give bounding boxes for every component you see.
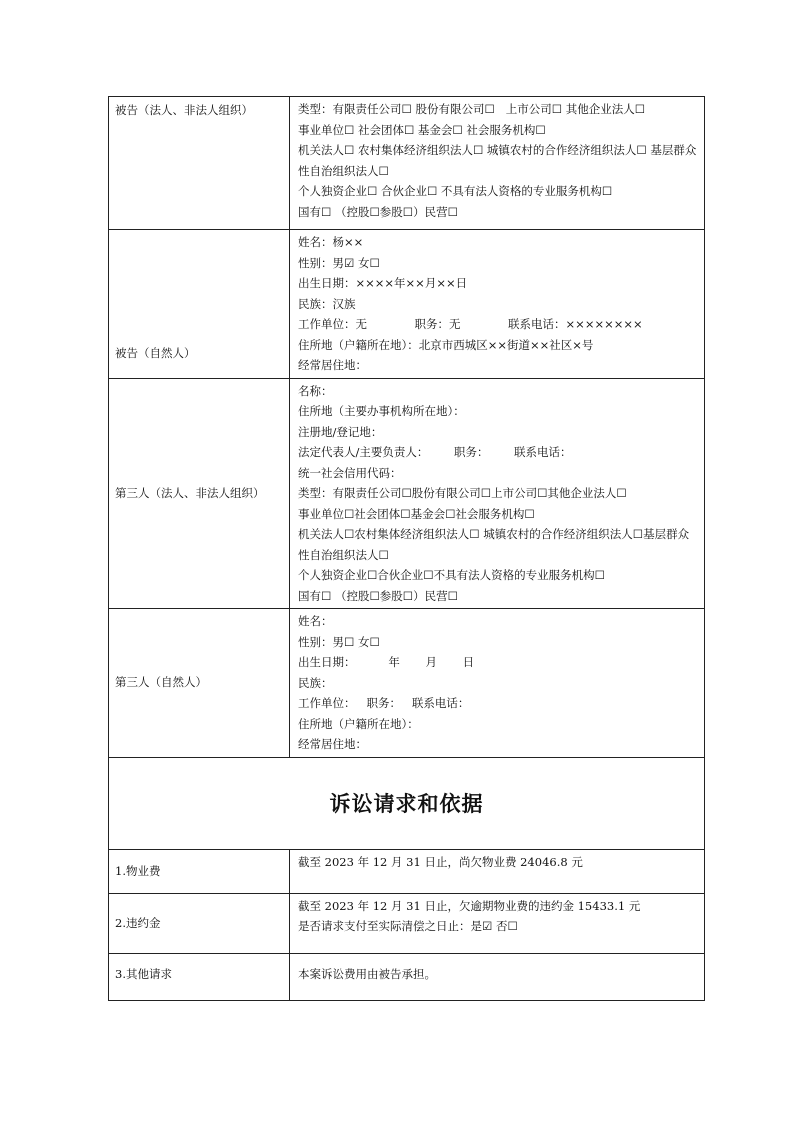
content-line: 类型：有限责任公司☐ 股份有限公司☐ 上市公司☐ 其他企业法人☐ bbox=[298, 102, 646, 116]
content-line: 性别：男☑ 女☐ bbox=[298, 255, 380, 270]
claim-other-row bbox=[109, 953, 705, 1000]
claim-property-fee-row bbox=[109, 849, 705, 893]
row-content bbox=[290, 230, 705, 379]
content-line: 本案诉讼费用由被告承担。 bbox=[298, 966, 436, 981]
content-line: 姓名：杨×× bbox=[298, 235, 364, 249]
content-line: 个人独资企业☐ 合伙企业☐ 不具有法人资格的专业服务机构☐ bbox=[298, 184, 613, 198]
content-line: 民族： bbox=[298, 675, 333, 690]
third-party-natural-person-row bbox=[109, 609, 705, 758]
claim-label: 2.违约金 bbox=[109, 893, 290, 953]
content-line: 国有☐ （控股☐参股☐）民营☐ bbox=[298, 588, 458, 603]
content-line: 截至 2023 年 12 月 31 日止，欠逾期物业费的违约金 15433.1 元 bbox=[298, 898, 641, 913]
content-line: 住所地（户籍所在地）： bbox=[298, 716, 419, 731]
claim-label: 1.物业费 bbox=[109, 849, 290, 893]
claim-penalty-row bbox=[109, 893, 705, 953]
row-content bbox=[290, 378, 705, 609]
content-line: 统一社会信用代码： bbox=[298, 465, 402, 480]
content-line: 截至 2023 年 12 月 31 日止，尚欠物业费 24046.8 元 bbox=[298, 854, 583, 869]
content-line: 工作单位：无 职务：无 联系电话：×××××××× bbox=[298, 317, 643, 331]
content-line: 注册地/登记地： bbox=[298, 424, 383, 439]
content-line: 出生日期：××××年××月××日 bbox=[298, 276, 468, 290]
content-line: 住所地（户籍所在地）：北京市西城区××街道××社区×号 bbox=[298, 337, 594, 352]
content-line: 国有☐ （控股☐参股☐）民营☐ bbox=[298, 204, 458, 219]
content-line: 出生日期： 年 月 日 bbox=[298, 655, 475, 669]
content-line: 机关法人☐ 农村集体经济组织法人☐ 城镇农村的合作经济组织法人☐ 基层群众性自治组织法人☐ bbox=[298, 143, 697, 178]
claim-content bbox=[290, 953, 705, 1000]
content-line: 住所地（主要办事机构所在地）： bbox=[298, 404, 465, 418]
content-line: 经常居住地： bbox=[298, 358, 367, 372]
content-line: 事业单位☐ 社会团体☐ 基金会☐ 社会服务机构☐ bbox=[298, 122, 546, 137]
content-line: 性别：男☐ 女☐ bbox=[298, 634, 380, 649]
row-label: 第三人（自然人） bbox=[109, 609, 290, 758]
section-title-row bbox=[109, 757, 705, 849]
claim-content bbox=[290, 849, 705, 893]
content-line: 机关法人☐农村集体经济组织法人☐ 城镇农村的合作经济组织法人☐基层群众性自治组织法人☐ bbox=[298, 527, 690, 562]
content-line: 姓名： bbox=[298, 614, 333, 628]
row-content bbox=[290, 97, 705, 230]
content-line: 类型：有限责任公司☐股份有限公司☐上市公司☐其他企业法人☐ bbox=[298, 486, 627, 500]
section-title-cell bbox=[109, 757, 705, 849]
claim-content bbox=[290, 893, 705, 953]
defendant-natural-person-row bbox=[109, 230, 705, 379]
claim-label: 3.其他请求 bbox=[109, 953, 290, 1000]
third-party-legal-entity-row bbox=[109, 378, 705, 609]
content-line: 法定代表人/主要负责人： 职务： 联系电话： bbox=[298, 445, 572, 459]
content-line: 民族：汉族 bbox=[298, 296, 356, 311]
section-title: 诉讼请求和依据 bbox=[329, 792, 484, 816]
row-label: 被告（自然人） bbox=[109, 230, 290, 379]
content-line: 个人独资企业☐合伙企业☐不具有法人资格的专业服务机构☐ bbox=[298, 568, 605, 582]
row-label: 被告（法人、非法人组织） bbox=[109, 97, 290, 230]
content-line: 名称： bbox=[298, 383, 333, 398]
content-line: 事业单位☐社会团体☐基金会☐社会服务机构☐ bbox=[298, 506, 535, 521]
content-line: 是否请求支付至实际清偿之日止：是☑ 否☐ bbox=[298, 919, 518, 933]
row-content bbox=[290, 609, 705, 758]
content-line: 工作单位： 职务： 联系电话： bbox=[298, 696, 470, 710]
complaint-form-table bbox=[108, 96, 705, 1001]
defendant-legal-entity-row bbox=[109, 97, 705, 230]
content-line: 经常居住地： bbox=[298, 737, 367, 751]
row-label: 第三人（法人、非法人组织） bbox=[109, 378, 290, 609]
